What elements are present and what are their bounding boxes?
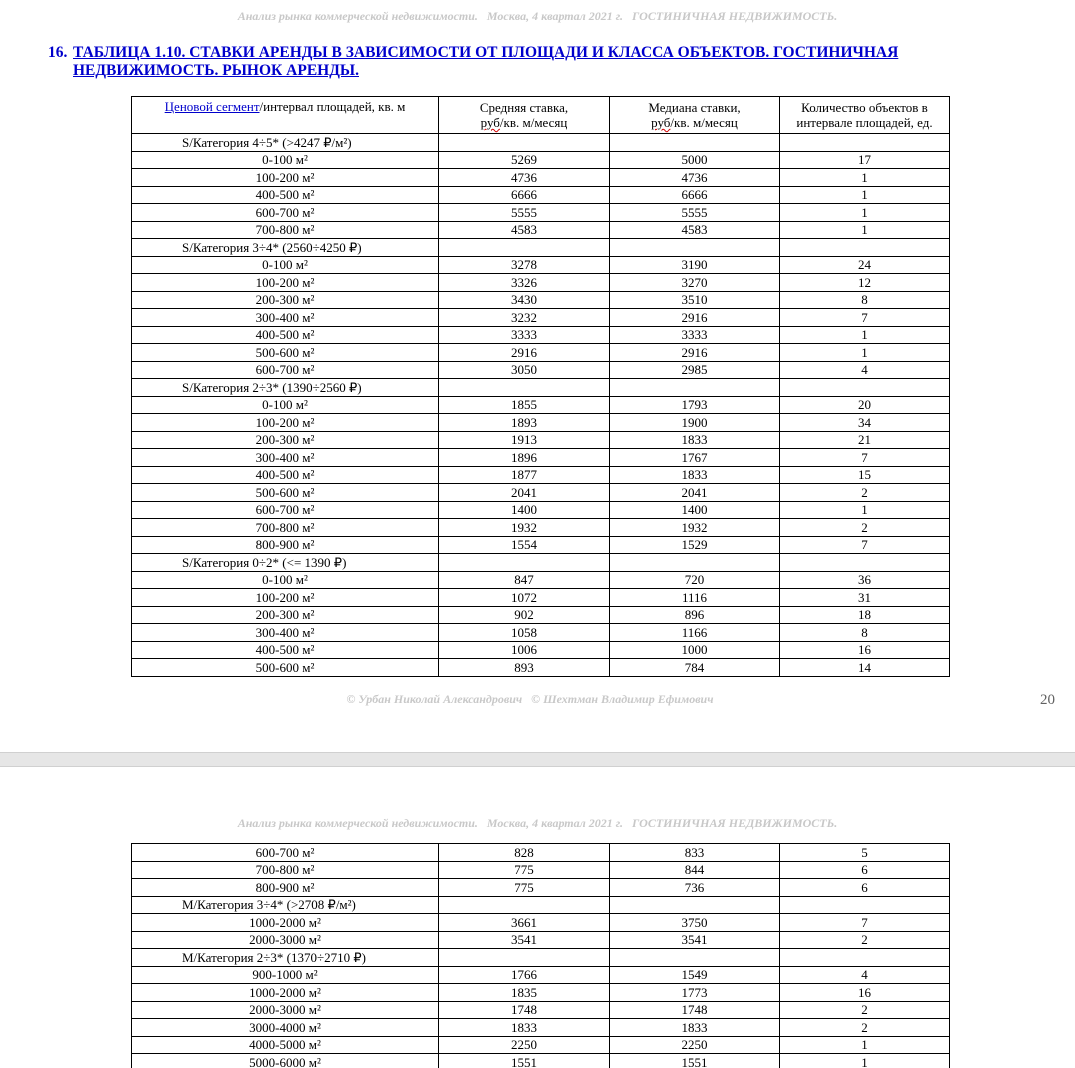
section-label: S/Категория 2÷3* (1390÷2560 ₽): [132, 379, 439, 397]
table-row: [132, 571, 950, 589]
average-rate-cell: 775: [439, 879, 610, 897]
table-row: [132, 1019, 950, 1037]
object-count-cell: 2: [780, 484, 950, 502]
average-rate-cell: 4583: [439, 221, 610, 239]
area-range-cell: 0-100 м²: [132, 396, 439, 414]
average-rate-cell: 1748: [439, 1001, 610, 1019]
median-rate-cell: 1932: [610, 519, 780, 537]
average-rate-cell: 5555: [439, 204, 610, 222]
object-count-cell: [780, 239, 950, 257]
section-row: [132, 896, 950, 914]
median-rate-cell: [610, 239, 780, 257]
average-rate-cell: [439, 134, 610, 152]
rent-rates-table: [131, 96, 950, 677]
table-row: [132, 659, 950, 677]
section-row: [132, 379, 950, 397]
object-count-cell: 2: [780, 519, 950, 537]
object-count-cell: 21: [780, 431, 950, 449]
median-rate-cell: 5555: [610, 204, 780, 222]
area-range-cell: 1000-2000 м²: [132, 984, 439, 1002]
median-rate-cell: 2916: [610, 309, 780, 327]
median-rate-cell: 2916: [610, 344, 780, 362]
table-row: [132, 326, 950, 344]
average-rate-cell: 1835: [439, 984, 610, 1002]
section-label: M/Категория 2÷3* (1370÷2710 ₽): [132, 949, 439, 967]
table-row: [132, 589, 950, 607]
table-row: [132, 256, 950, 274]
area-range-cell: 100-200 м²: [132, 589, 439, 607]
object-count-cell: 12: [780, 274, 950, 292]
median-rate-cell: 1767: [610, 449, 780, 467]
area-range-cell: 800-900 м²: [132, 536, 439, 554]
running-header-page-2: Анализ рынка коммерческой недвижимости. Москва, 4 квартал 2021 г. ГОСТИНИЧНАЯ НЕДВИЖИМОСТЬ.: [237, 816, 838, 830]
area-range-cell: 800-900 м²: [132, 879, 439, 897]
table-row: [132, 931, 950, 949]
copyright-footer: © Урбан Николай Александрович © Шехтман Владимир Ефимович: [346, 692, 714, 706]
object-count-cell: [780, 949, 950, 967]
median-rate-cell: 1529: [610, 536, 780, 554]
median-rate-cell: 1400: [610, 501, 780, 519]
area-range-cell: 3000-4000 м²: [132, 1019, 439, 1037]
object-count-cell: 7: [780, 309, 950, 327]
table-row: [132, 914, 950, 932]
object-count-cell: 1: [780, 1036, 950, 1054]
table-row: [132, 274, 950, 292]
average-rate-cell: 1833: [439, 1019, 610, 1037]
average-rate-cell: 1893: [439, 414, 610, 432]
median-rate-cell: 6666: [610, 186, 780, 204]
area-range-cell: 700-800 м²: [132, 861, 439, 879]
object-count-cell: 2: [780, 1001, 950, 1019]
document-page-2: [0, 767, 1075, 1068]
area-range-cell: 400-500 м²: [132, 466, 439, 484]
median-rate-cell: 1549: [610, 966, 780, 984]
median-rate-cell: 4736: [610, 169, 780, 187]
object-count-cell: 5: [780, 844, 950, 862]
area-range-cell: 700-800 м²: [132, 221, 439, 239]
median-rate-cell: 1748: [610, 1001, 780, 1019]
median-rate-cell: 784: [610, 659, 780, 677]
median-rate-cell: 5000: [610, 151, 780, 169]
section-row: [132, 554, 950, 572]
area-range-cell: 400-500 м²: [132, 326, 439, 344]
average-rate-cell: 1932: [439, 519, 610, 537]
table-row: [132, 169, 950, 187]
object-count-cell: 2: [780, 931, 950, 949]
average-rate-cell: 847: [439, 571, 610, 589]
average-rate-cell: 828: [439, 844, 610, 862]
table-row: [132, 396, 950, 414]
median-rate-cell: [610, 949, 780, 967]
average-rate-cell: 1400: [439, 501, 610, 519]
median-rate-cell: 3270: [610, 274, 780, 292]
section-label: S/Категория 3÷4* (2560÷4250 ₽): [132, 239, 439, 257]
area-range-cell: 5000-6000 м²: [132, 1054, 439, 1068]
median-rate-cell: [610, 379, 780, 397]
table-row: [132, 466, 950, 484]
area-range-cell: 0-100 м²: [132, 256, 439, 274]
section-row: [132, 239, 950, 257]
table-row: [132, 966, 950, 984]
median-rate-cell: 1900: [610, 414, 780, 432]
header-object-count: Количество объектов в интервале площадей, ед.: [780, 97, 950, 134]
average-rate-cell: 3232: [439, 309, 610, 327]
area-range-cell: 100-200 м²: [132, 414, 439, 432]
median-rate-cell: 1000: [610, 641, 780, 659]
running-header: Анализ рынка коммерческой недвижимости. Москва, 4 квартал 2021 г. ГОСТИНИЧНАЯ НЕДВИЖИМОСТЬ.: [237, 9, 838, 23]
median-rate-cell: 4583: [610, 221, 780, 239]
average-rate-cell: 902: [439, 606, 610, 624]
section-label: M/Категория 3÷4* (>2708 ₽/м²): [132, 896, 439, 914]
object-count-cell: 17: [780, 151, 950, 169]
table-row: [132, 1036, 950, 1054]
object-count-cell: 1: [780, 344, 950, 362]
area-range-cell: 600-700 м²: [132, 204, 439, 222]
table-row: [132, 361, 950, 379]
section-label: S/Категория 0÷2* (<= 1390 ₽): [132, 554, 439, 572]
median-rate-cell: 1773: [610, 984, 780, 1002]
table-row: [132, 1054, 950, 1068]
table-row: [132, 1001, 950, 1019]
average-rate-cell: 3333: [439, 326, 610, 344]
rent-rates-table-continued: [131, 843, 950, 1068]
area-range-cell: 600-700 м²: [132, 501, 439, 519]
average-rate-cell: 1072: [439, 589, 610, 607]
median-rate-cell: [610, 554, 780, 572]
object-count-cell: [780, 379, 950, 397]
table-row: [132, 879, 950, 897]
table-row: [132, 431, 950, 449]
table-row: [132, 519, 950, 537]
header-median-rate: Медиана ставки, руб/кв. м/месяц: [610, 97, 780, 134]
average-rate-cell: 1551: [439, 1054, 610, 1068]
table-row: [132, 606, 950, 624]
average-rate-cell: 1058: [439, 624, 610, 642]
area-range-cell: 300-400 м²: [132, 449, 439, 467]
median-rate-cell: 844: [610, 861, 780, 879]
heading-text[interactable]: ТАБЛИЦА 1.10. СТАВКИ АРЕНДЫ В ЗАВИСИМОСТИ ОТ ПЛОЩАДИ И КЛАССА ОБЪЕКТОВ. ГОСТИНИЧНАЯ НЕДВИЖИМОСТЬ. РЫНОК АРЕНДЫ.: [73, 44, 899, 79]
median-rate-cell: 720: [610, 571, 780, 589]
area-range-cell: 4000-5000 м²: [132, 1036, 439, 1054]
object-count-cell: 14: [780, 659, 950, 677]
average-rate-cell: 3326: [439, 274, 610, 292]
header-segment: Ценовой сегмент/интервал площадей, кв. м: [132, 97, 439, 134]
area-range-cell: 200-300 м²: [132, 606, 439, 624]
object-count-cell: 4: [780, 966, 950, 984]
segment-link[interactable]: Ценовой сегмент: [164, 99, 260, 114]
object-count-cell: 1: [780, 1054, 950, 1068]
median-rate-cell: 3510: [610, 291, 780, 309]
object-count-cell: 31: [780, 589, 950, 607]
average-rate-cell: 4736: [439, 169, 610, 187]
page-separator: [0, 752, 1075, 767]
area-range-cell: 600-700 м²: [132, 844, 439, 862]
area-range-cell: 0-100 м²: [132, 151, 439, 169]
area-range-cell: 400-500 м²: [132, 186, 439, 204]
object-count-cell: 1: [780, 169, 950, 187]
median-rate-cell: 1551: [610, 1054, 780, 1068]
area-range-cell: 100-200 м²: [132, 169, 439, 187]
object-count-cell: 8: [780, 291, 950, 309]
average-rate-cell: 893: [439, 659, 610, 677]
area-range-cell: 200-300 м²: [132, 431, 439, 449]
area-range-cell: 200-300 м²: [132, 291, 439, 309]
median-rate-cell: 1833: [610, 466, 780, 484]
section-row: [132, 134, 950, 152]
average-rate-cell: 2041: [439, 484, 610, 502]
average-rate-cell: 3541: [439, 931, 610, 949]
table-row: [132, 309, 950, 327]
median-rate-cell: 896: [610, 606, 780, 624]
object-count-cell: 2: [780, 1019, 950, 1037]
table-row: [132, 186, 950, 204]
object-count-cell: 6: [780, 861, 950, 879]
average-rate-cell: 3050: [439, 361, 610, 379]
object-count-cell: 6: [780, 879, 950, 897]
area-range-cell: 500-600 м²: [132, 659, 439, 677]
median-rate-cell: 1833: [610, 431, 780, 449]
object-count-cell: 1: [780, 501, 950, 519]
average-rate-cell: 1877: [439, 466, 610, 484]
area-range-cell: 500-600 м²: [132, 484, 439, 502]
area-range-cell: 700-800 м²: [132, 519, 439, 537]
page-number: 20: [1040, 692, 1055, 708]
median-rate-cell: 1833: [610, 1019, 780, 1037]
object-count-cell: 34: [780, 414, 950, 432]
median-rate-cell: 1166: [610, 624, 780, 642]
average-rate-cell: 3430: [439, 291, 610, 309]
object-count-cell: 1: [780, 204, 950, 222]
area-range-cell: 400-500 м²: [132, 641, 439, 659]
object-count-cell: 16: [780, 984, 950, 1002]
average-rate-cell: 775: [439, 861, 610, 879]
object-count-cell: 36: [780, 571, 950, 589]
average-rate-cell: [439, 379, 610, 397]
area-range-cell: 2000-3000 м²: [132, 931, 439, 949]
object-count-cell: 24: [780, 256, 950, 274]
table-row: [132, 844, 950, 862]
object-count-cell: [780, 554, 950, 572]
object-count-cell: 20: [780, 396, 950, 414]
table-row: [132, 344, 950, 362]
average-rate-cell: 1766: [439, 966, 610, 984]
object-count-cell: 7: [780, 914, 950, 932]
average-rate-cell: 5269: [439, 151, 610, 169]
object-count-cell: 1: [780, 326, 950, 344]
table-row: [132, 414, 950, 432]
object-count-cell: 18: [780, 606, 950, 624]
object-count-cell: [780, 134, 950, 152]
median-rate-cell: 3541: [610, 931, 780, 949]
area-range-cell: 300-400 м²: [132, 309, 439, 327]
object-count-cell: [780, 896, 950, 914]
table-row: [132, 536, 950, 554]
median-rate-cell: 1116: [610, 589, 780, 607]
average-rate-cell: [439, 949, 610, 967]
median-rate-cell: 3333: [610, 326, 780, 344]
median-rate-cell: 833: [610, 844, 780, 862]
median-rate-cell: 2985: [610, 361, 780, 379]
table-row: [132, 984, 950, 1002]
table-row: [132, 151, 950, 169]
area-range-cell: 2000-3000 м²: [132, 1001, 439, 1019]
average-rate-cell: 6666: [439, 186, 610, 204]
header-average-rate: Средняя ставка, руб/кв. м/месяц: [439, 97, 610, 134]
area-range-cell: 600-700 м²: [132, 361, 439, 379]
area-range-cell: 1000-2000 м²: [132, 914, 439, 932]
table-row: [132, 291, 950, 309]
section-row: [132, 949, 950, 967]
median-rate-cell: [610, 896, 780, 914]
object-count-cell: 1: [780, 221, 950, 239]
area-range-cell: 300-400 м²: [132, 624, 439, 642]
table-row: [132, 861, 950, 879]
section-label: S/Категория 4÷5* (>4247 ₽/м²): [132, 134, 439, 152]
average-rate-cell: 2250: [439, 1036, 610, 1054]
table-row: [132, 641, 950, 659]
median-rate-cell: 3190: [610, 256, 780, 274]
table-row: [132, 484, 950, 502]
median-rate-cell: 2250: [610, 1036, 780, 1054]
median-rate-cell: 3750: [610, 914, 780, 932]
object-count-cell: 15: [780, 466, 950, 484]
average-rate-cell: 3278: [439, 256, 610, 274]
area-range-cell: 0-100 м²: [132, 571, 439, 589]
average-rate-cell: 3661: [439, 914, 610, 932]
median-rate-cell: 736: [610, 879, 780, 897]
table-header-row: [132, 97, 950, 134]
object-count-cell: 16: [780, 641, 950, 659]
table-row: [132, 221, 950, 239]
table-row: [132, 449, 950, 467]
average-rate-cell: [439, 239, 610, 257]
table-row: [132, 204, 950, 222]
object-count-cell: 7: [780, 449, 950, 467]
average-rate-cell: [439, 896, 610, 914]
median-rate-cell: 1793: [610, 396, 780, 414]
median-rate-cell: 2041: [610, 484, 780, 502]
average-rate-cell: 1913: [439, 431, 610, 449]
table-row: [132, 624, 950, 642]
object-count-cell: 1: [780, 186, 950, 204]
average-rate-cell: 1006: [439, 641, 610, 659]
average-rate-cell: 1896: [439, 449, 610, 467]
object-count-cell: 4: [780, 361, 950, 379]
median-rate-cell: [610, 134, 780, 152]
average-rate-cell: 1554: [439, 536, 610, 554]
average-rate-cell: [439, 554, 610, 572]
area-range-cell: 100-200 м²: [132, 274, 439, 292]
object-count-cell: 7: [780, 536, 950, 554]
average-rate-cell: 2916: [439, 344, 610, 362]
heading-number: 16.: [48, 44, 68, 61]
area-range-cell: 500-600 м²: [132, 344, 439, 362]
object-count-cell: 8: [780, 624, 950, 642]
average-rate-cell: 1855: [439, 396, 610, 414]
table-row: [132, 501, 950, 519]
area-range-cell: 900-1000 м²: [132, 966, 439, 984]
